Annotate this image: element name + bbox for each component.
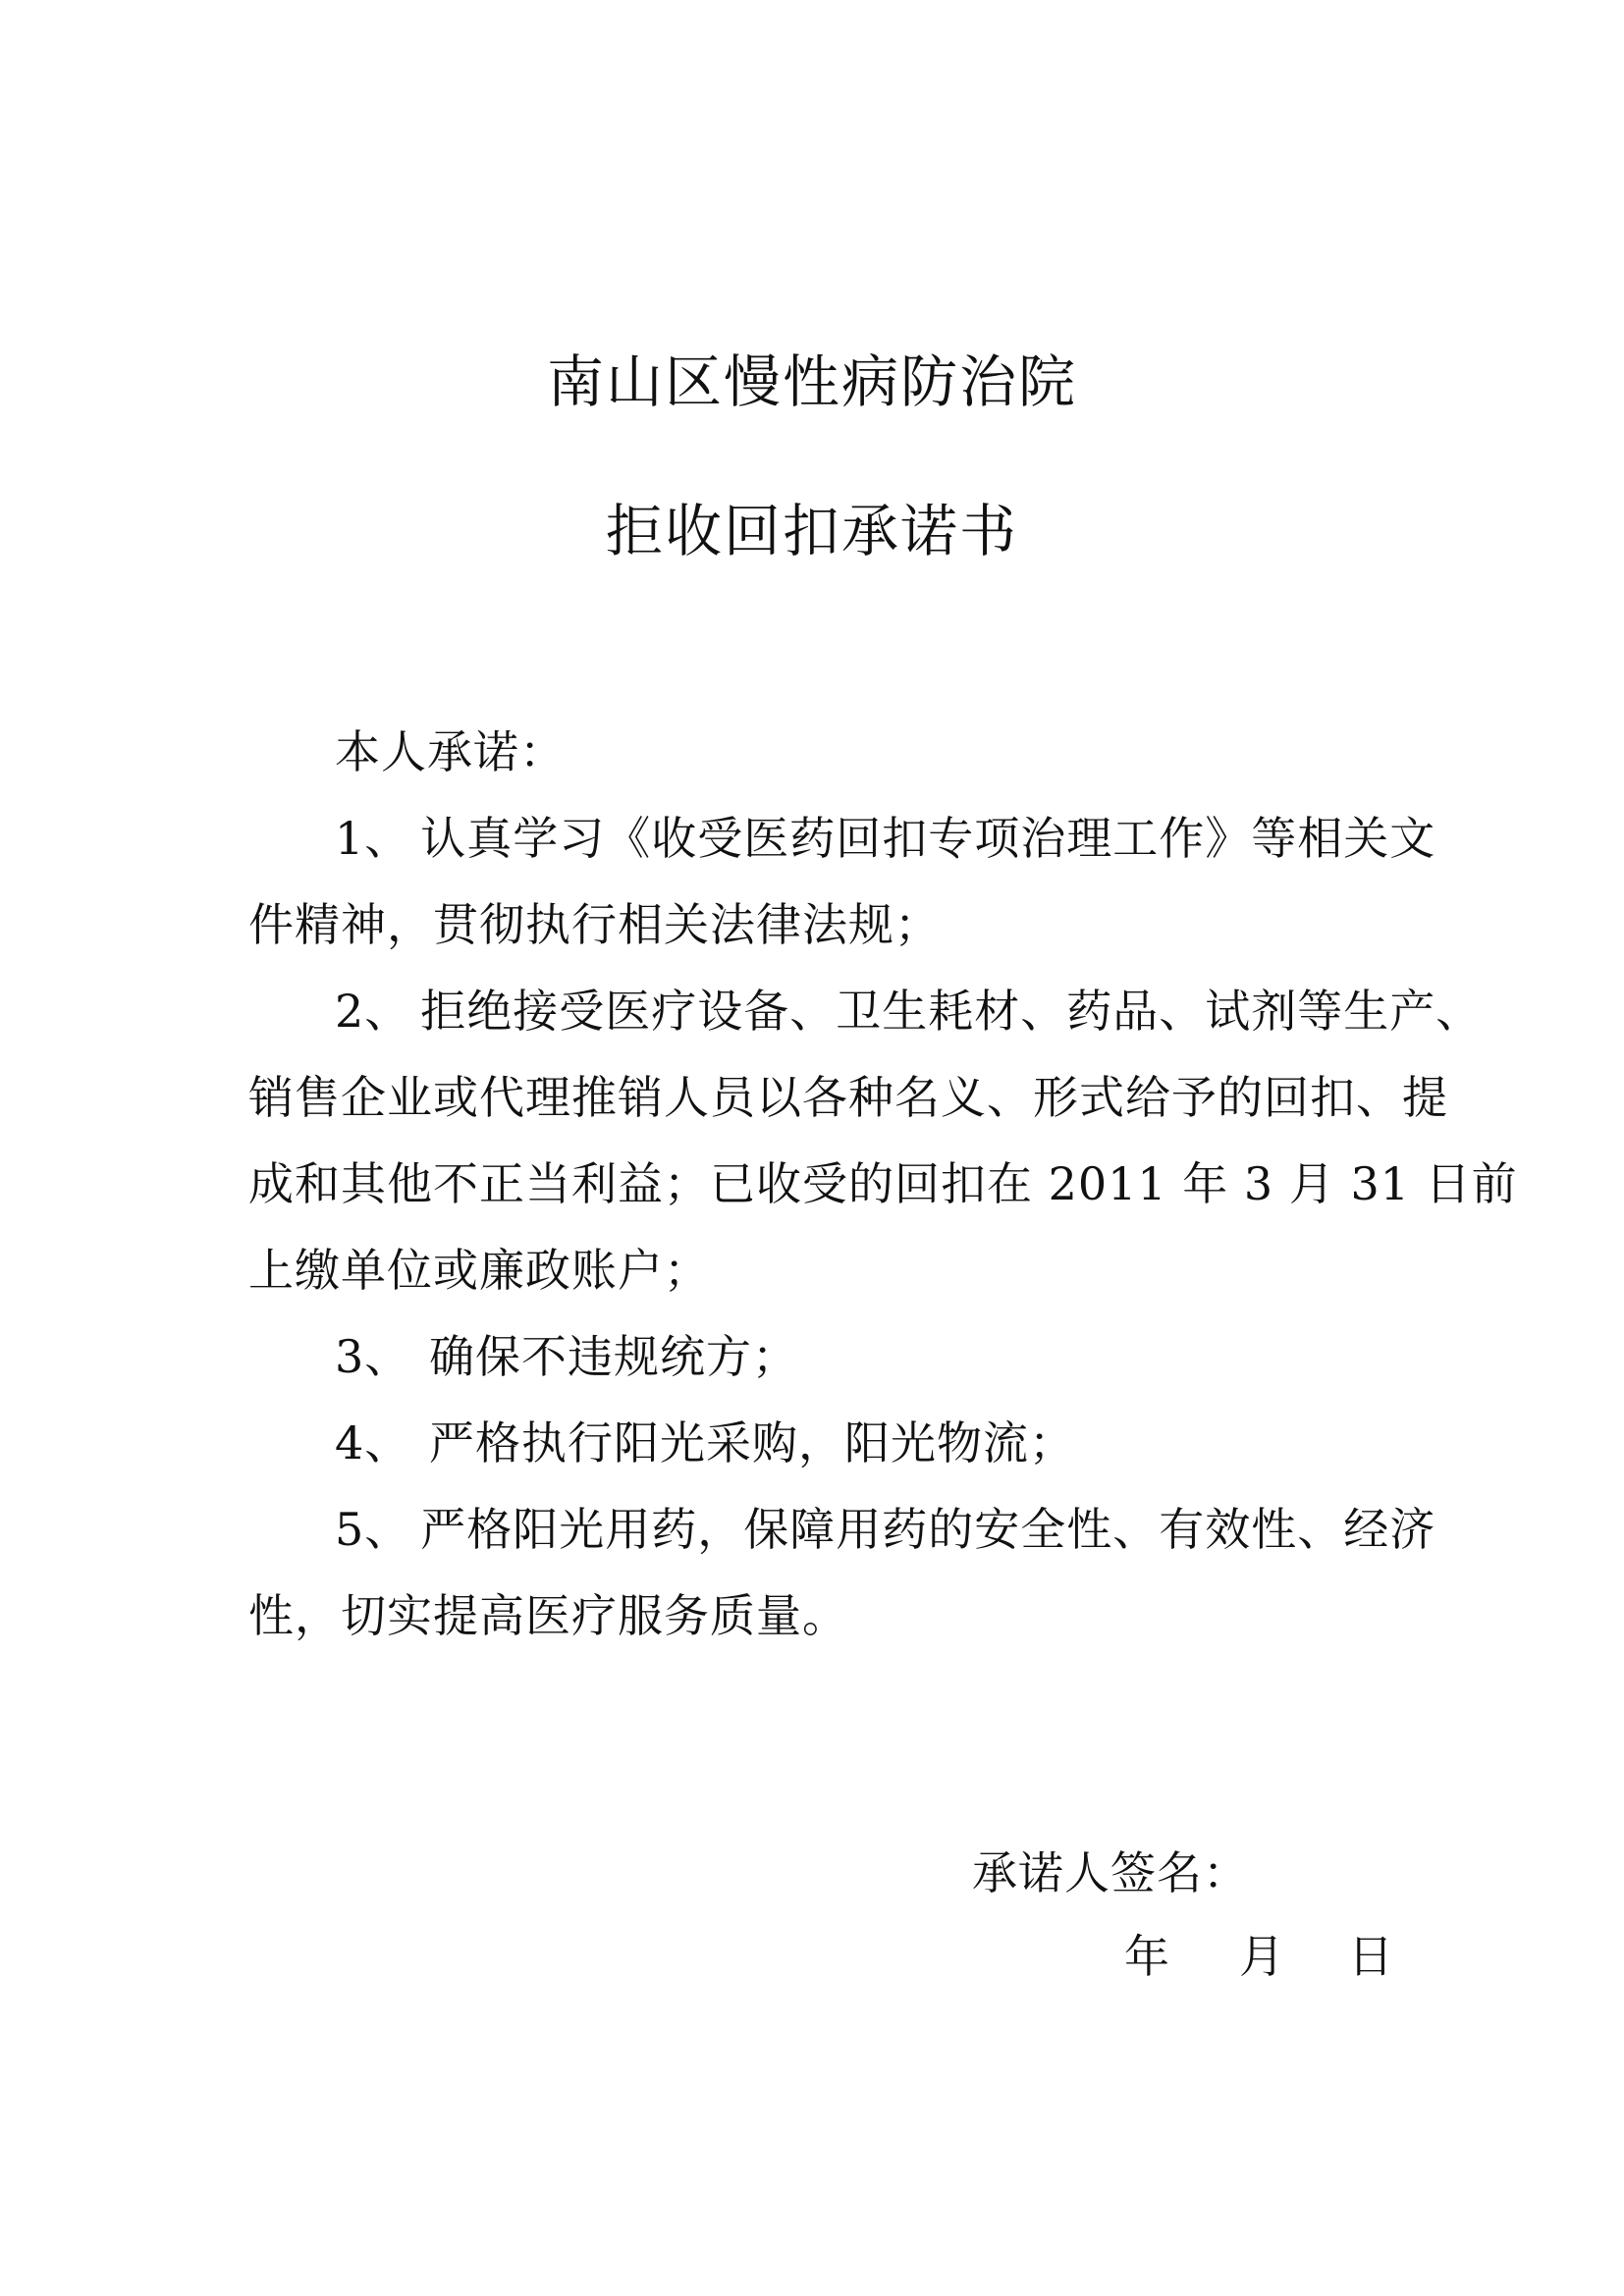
signer-label: 承诺人签名：: [972, 1846, 1249, 1899]
item-4-text-1: 严格执行阳光采购，阳光物流；: [429, 1416, 1075, 1469]
item-1-line-1: [335, 795, 1436, 881]
item-5-number: 5、: [335, 1503, 411, 1556]
item-2-text-1: 拒绝接受医疗设备、卫生耗材、药品、试剂等生产、: [420, 985, 1483, 1038]
item-3-number: 3、: [335, 1330, 411, 1383]
item-2-line-3: 成和其他不正当利益；已收受的回扣在 2011 年 3 月 31 日前: [248, 1157, 1518, 1210]
intro-text: 本人承诺：: [335, 725, 566, 778]
document-title: 拒收回扣承诺书: [605, 498, 1018, 564]
item-4-number: 4、: [335, 1416, 411, 1469]
item-5-text-1: 严格阳光用药，保障用药的安全性、有效性、经济: [420, 1503, 1436, 1556]
item-2-number: 2、: [335, 985, 411, 1038]
item-5-line-1: [335, 1486, 1436, 1573]
organization-title: 南山区慢性病防治院: [546, 348, 1077, 415]
item-5-line-2: 性，切实提高医疗服务质量。: [248, 1589, 848, 1642]
item-3-line-1: [335, 1313, 1387, 1400]
date-day-label: 日: [1348, 1930, 1393, 1983]
date-month-label: 月: [1239, 1930, 1284, 1983]
item-1-line-2: 件精神，贯彻执行相关法律法规；: [248, 898, 941, 951]
item-2-line-4: 上缴单位或廉政账户；: [248, 1244, 710, 1297]
item-3-text-1: 确保不违规统方；: [429, 1330, 798, 1383]
item-2-line-2: 销售企业或代理推销人员以各种名义、形式给予的回扣、提: [248, 1071, 1448, 1124]
item-1-number: 1、: [335, 812, 411, 865]
item-1-text-1: 认真学习《收受医药回扣专项治理工作》等相关文: [420, 812, 1436, 865]
item-2-line-1: [335, 968, 1483, 1054]
date-year-label: 年: [1124, 1930, 1169, 1983]
item-4-line-1: [335, 1400, 1387, 1486]
